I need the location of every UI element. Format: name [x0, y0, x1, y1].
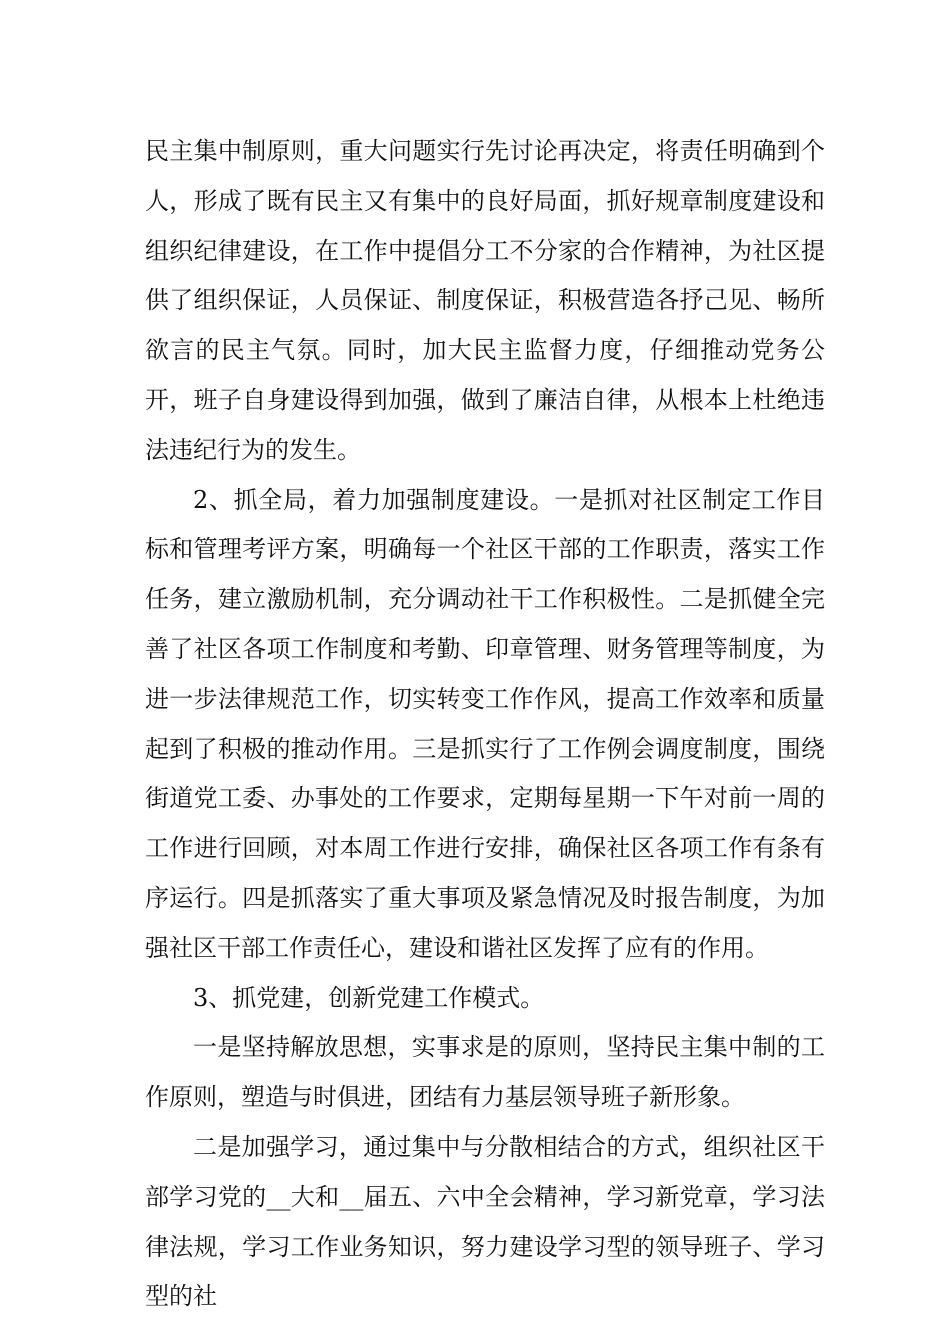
paragraph-continuation: 民主集中制原则，重大问题实行先讨论再决定，将责任明确到个人，形成了既有民主又有集中的良好局面，抓好规章制度建设和组织纪律建设，在工作中提倡分工不分家的合作精神，为社区提供了组织保证，人员保证、制度保证，积极营造各抒己见、畅所欲言的民主气氛。同时，加大民主监督力度，仔细推动党务公开，班子自身建设得到加强，做到了廉洁自律，从根本上杜绝违法违纪行为的发生。	[145, 137, 825, 464]
paragraph-item-2: 2、抓全局，着力加强制度建设。一是抓对社区制定工作目标和管理考评方案，明确每一个社区干部的工作职责，落实工作任务，建立激励机制，充分调动社干工作积极性。二是抓健全完善了社区各项工作制度和考勤、印章管理、财务管理等制度，为进一步法律规范工作，切实转变工作作风，提高工作效率和质量起到了积极的推动作用。三是抓实行了工作例会调度制度，围绕街道党工委、办事处的工作要求，定期每星期一下午对前一周的工作进行回顾，对本周工作进行安排，确保社区各项工作有条有序运行。四是抓落实了重大事项及紧急情况及时报告制度，为加强社区干部工作责任心，建设和谐社区发挥了应有的作用。	[145, 485, 825, 962]
document-body	[145, 127, 825, 1322]
paragraph-point-two: 二是加强学习，通过集中与分散相结合的方式，组织社区干部学习党的__大和__届五、六中全会精神，学习新党章，学习法律法规，学习工作业务知识，努力建设学习型的领导班子、学习型的社	[145, 1132, 825, 1311]
paragraph-item-3-heading: 3、抓党建，创新党建工作模式。	[193, 983, 545, 1012]
paragraph-point-one: 一是坚持解放思想，实事求是的原则，坚持民主集中制的工作原则，塑造与时俱进，团结有力基层领导班子新形象。	[145, 1033, 825, 1112]
